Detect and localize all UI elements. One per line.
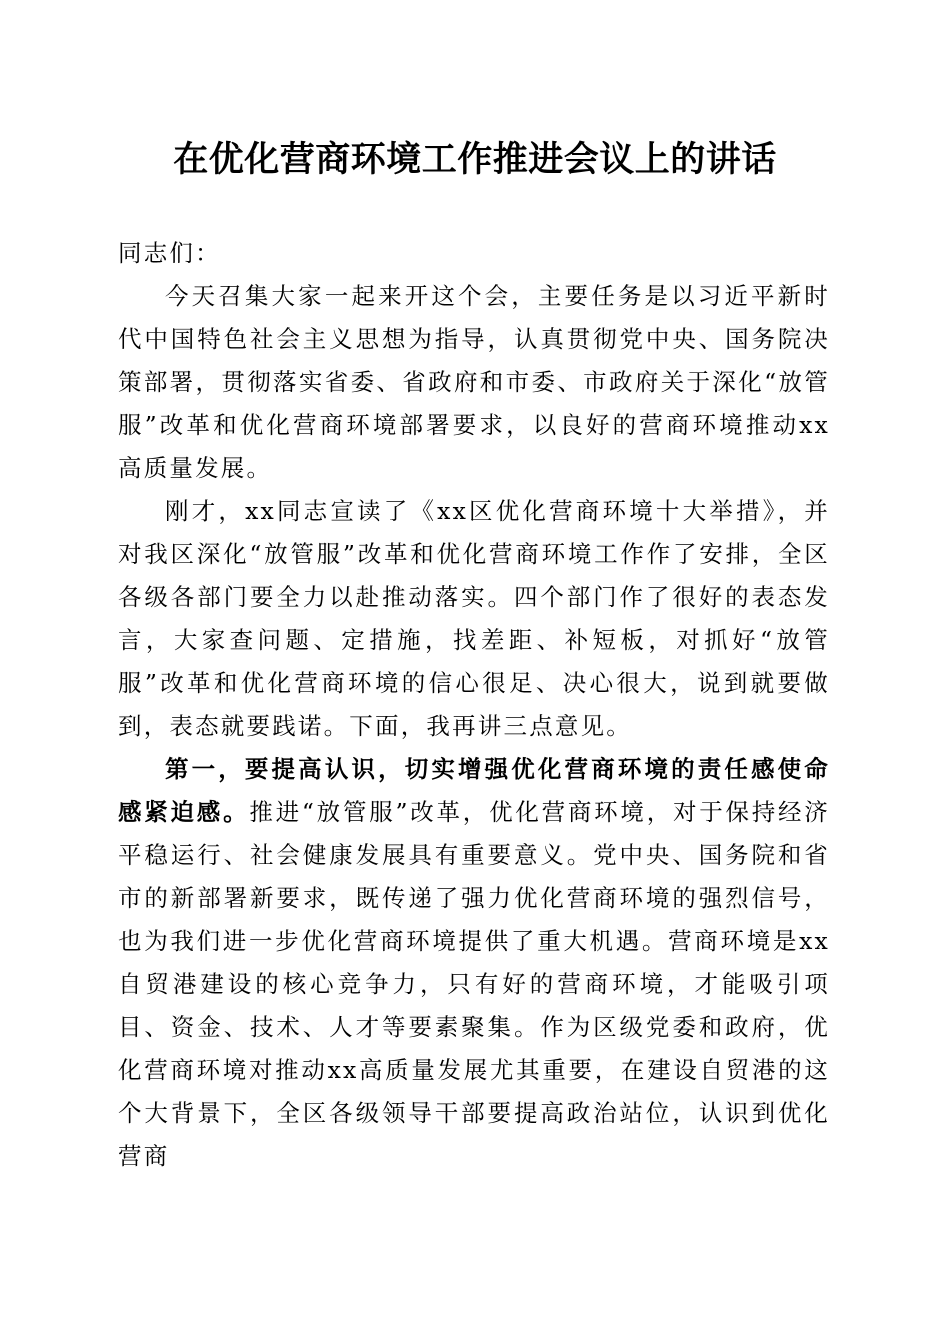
paragraph-review (118, 490, 830, 748)
paragraph-text: 今天召集大家一起来开这个会，主要任务是以习近平新时代中国特色社会主义思想为指导，认真贯彻党中央、国务院决策部署，贯彻落实省委、省政府和市委、市政府关于深化“放管服”改革和优化营商环境部署要求，以良好的营商环境推动xx高质量发展。 (118, 282, 830, 482)
paragraph-lead-sentence: 第一，要提高认识，切实增强优化营商环境的责任感使命感紧迫感。 (118, 755, 830, 826)
paragraph-opening (118, 275, 830, 490)
document-title: 在优化营商环境工作推进会议上的讲话 (173, 139, 777, 180)
document-body (118, 232, 830, 1178)
paragraph-point-one (118, 748, 830, 1178)
salutation: 同志们： (118, 239, 221, 267)
paragraph-text: 刚才，xx同志宣读了《xx区优化营商环境十大举措》，并对我区深化“放管服”改革和优化营商环境工作作了安排，全区各级各部门要全力以赴推动落实。四个部门作了很好的表态发言，大家查问题、定措施，找差距、补短板，对抓好“放管服”改革和优化营商环境的信心很足、决心很大，说到就要做到，表态就要践诺。下面，我再讲三点意见。 (118, 497, 830, 740)
paragraph-text: 推进“放管服”改革，优化营商环境，对于保持经济平稳运行、社会健康发展具有重要意义。党中央、国务院和省市的新部署新要求，既传递了强力优化营商环境的强烈信号，也为我们进一步优化营商环境提供了重大机遇。营商环境是xx自贸港建设的核心竞争力，只有好的营商环境，才能吸引项目、资金、技术、人才等要素聚集。作为区级党委和政府，优化营商环境对推动xx高质量发展尤其重要，在建设自贸港的这个大背景下，全区各级领导干部要提高政治站位，认识到优化营商 (118, 798, 831, 1170)
